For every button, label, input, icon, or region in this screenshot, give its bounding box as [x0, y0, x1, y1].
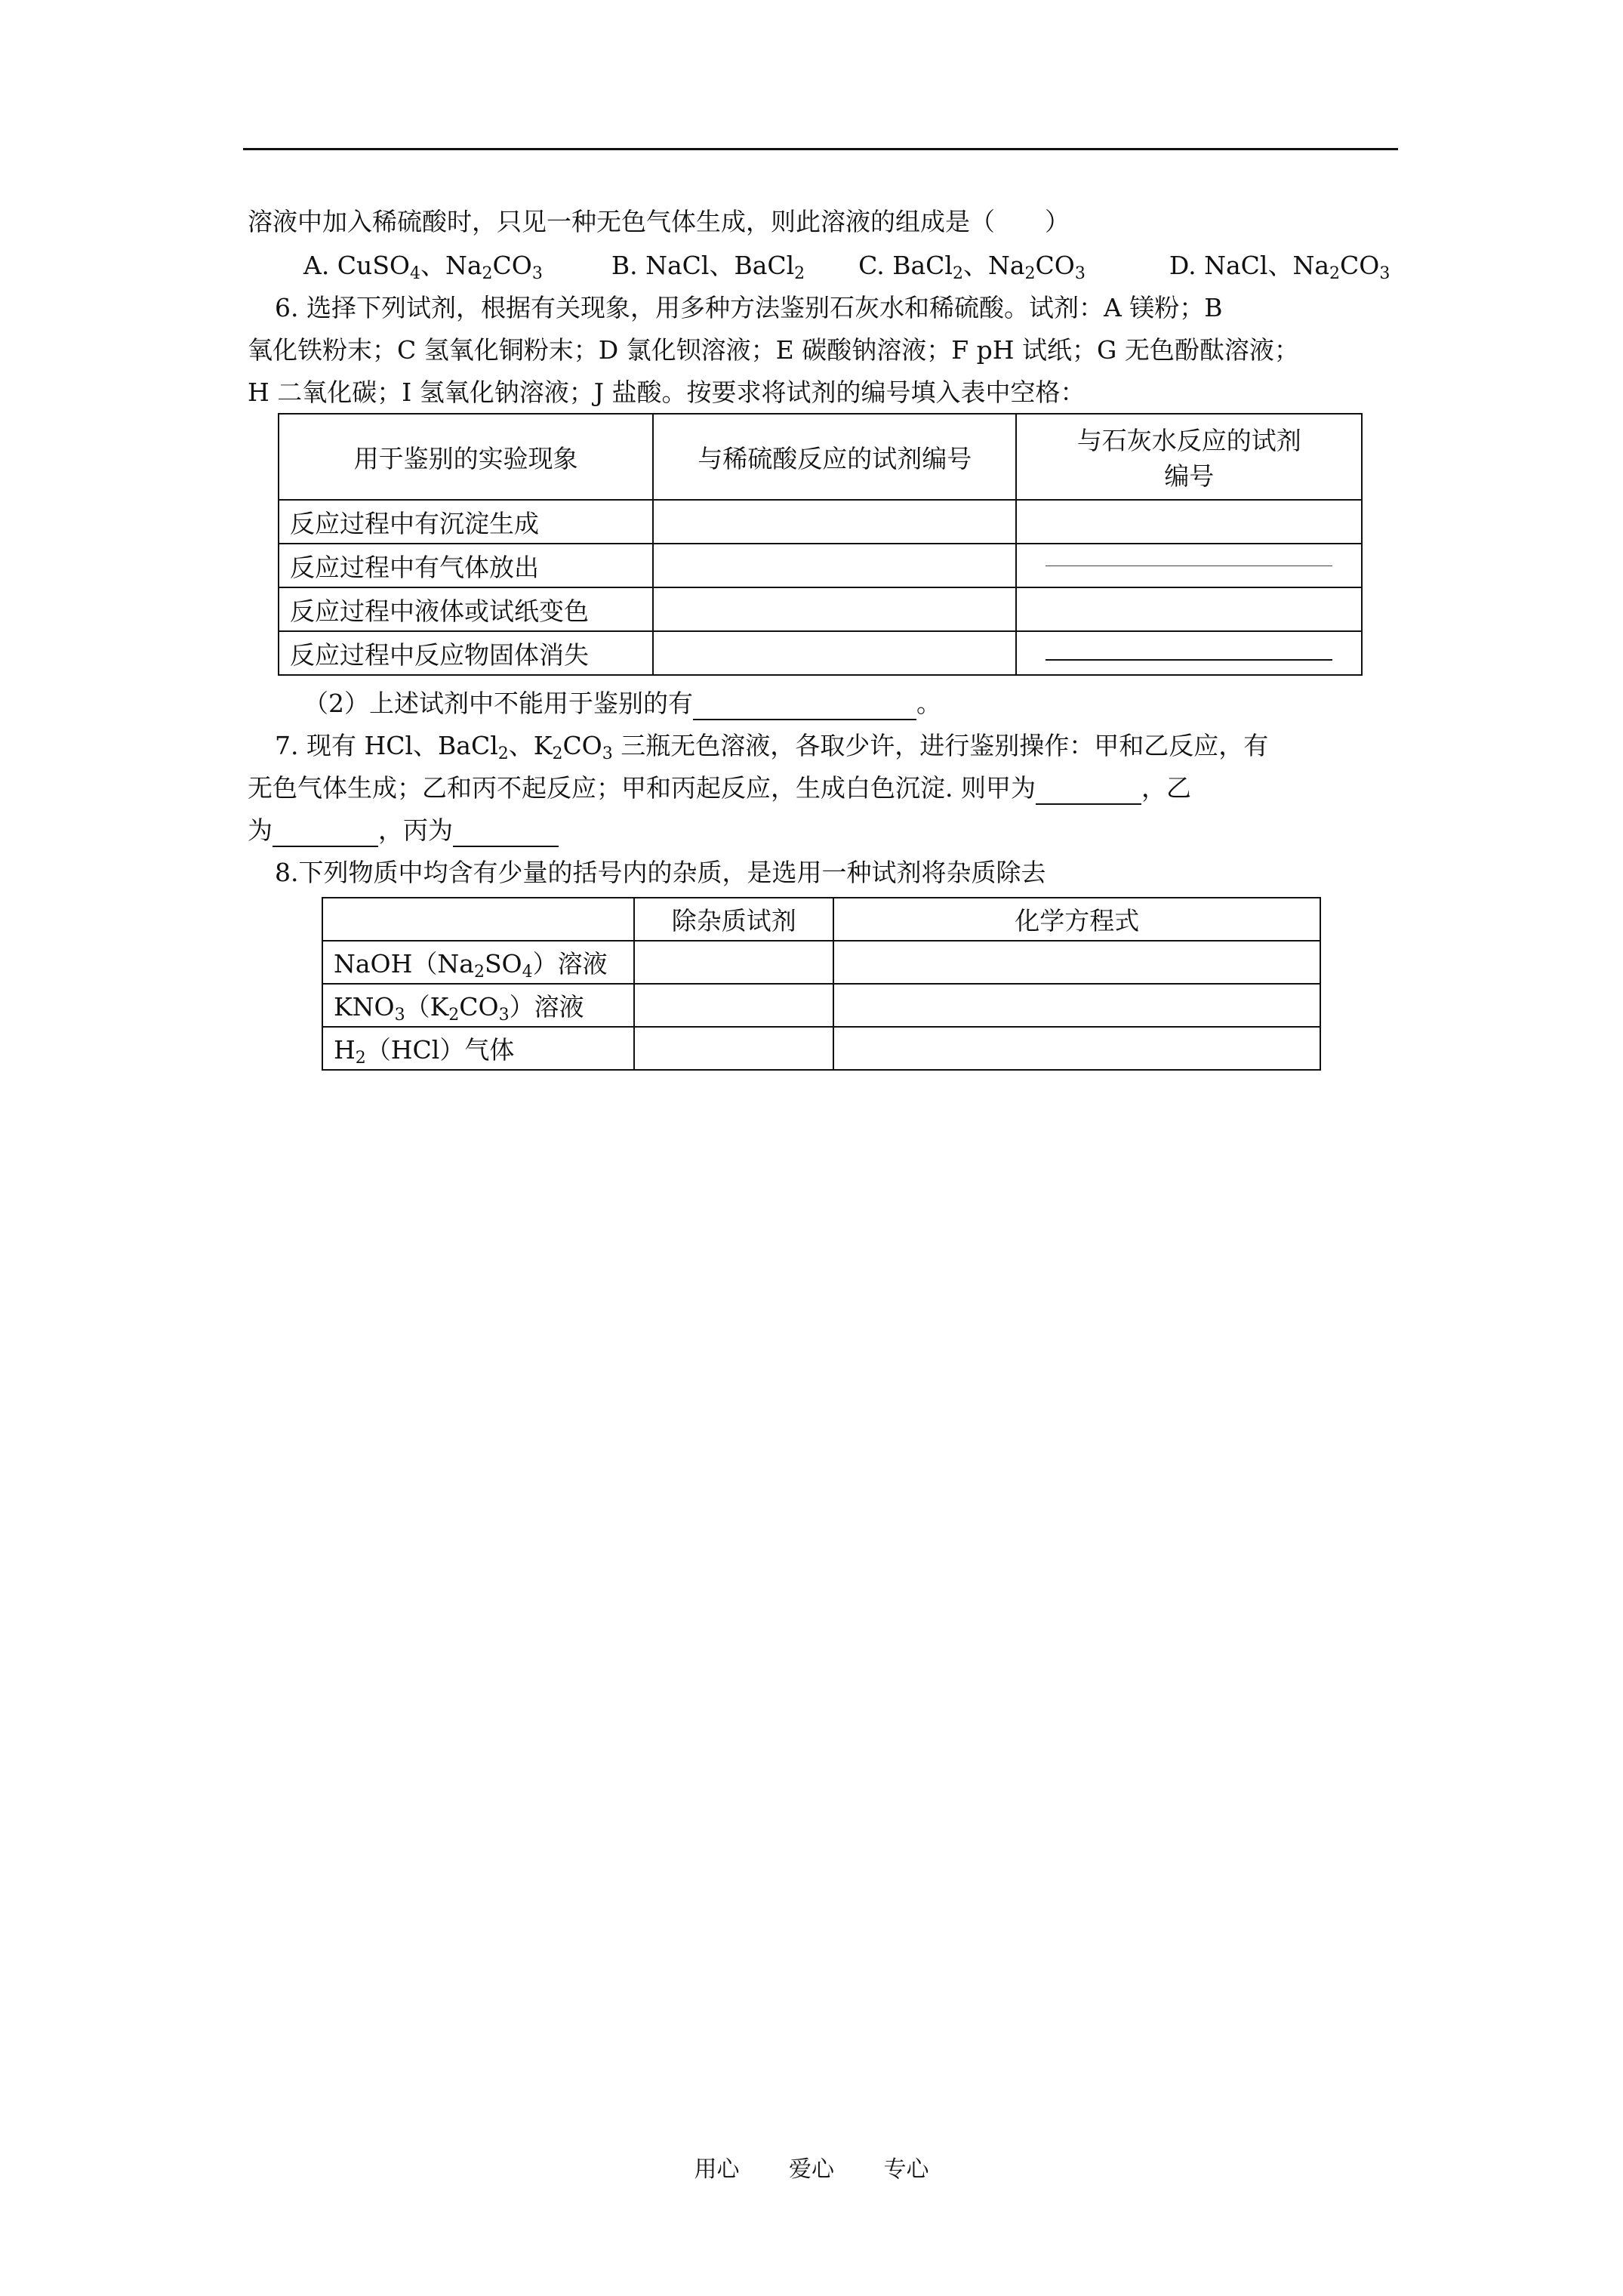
cell-blank[interactable] [653, 500, 1016, 544]
row-kno3: $KNO_3(K_2CO_3)$溶液 [322, 984, 634, 1027]
q6-line1: 6. 选择下列试剂，根据有关现象，用多种方法鉴别石灰水和稀硫酸。试剂：A 镁粉；B [275, 293, 1223, 322]
q5-stem: 溶液中加入稀硫酸时，只见一种无色气体生成，则此溶液的组成是（ ） [248, 207, 1070, 236]
q8-stem: 8.下列物质中均含有少量的括号内的杂质，是选用一种试剂将杂质除去 [275, 858, 1046, 887]
q6-table [278, 413, 1363, 676]
row-h2: $H_2(HCl)$气体 [322, 1027, 634, 1070]
cell-blank[interactable] [1016, 587, 1362, 631]
answer-blank-jia[interactable] [1036, 803, 1141, 805]
cell-blank[interactable] [833, 941, 1320, 984]
cell-dash [1016, 631, 1362, 675]
header-reagent: 除杂质试剂 [634, 898, 833, 941]
q6-line2: 氧化铁粉末；C 氢氧化铜粉末；D 氯化钡溶液；E 碳酸钠溶液；F pH 试纸；G 无色酚酞溶液； [248, 335, 1299, 365]
header-phenomenon: 用于鉴别的实验现象 [279, 414, 653, 500]
row-color-change: 反应过程中液体或试纸变色 [279, 587, 653, 631]
q7-line2: 无色气体生成；乙和丙不起反应；甲和丙起反应，生成白色沉淀. 则甲为 ，乙 [248, 772, 1191, 805]
header-substance [322, 898, 634, 941]
header-limewater: 与石灰水反应的试剂 编号 [1016, 414, 1362, 500]
q7-line1: 7. 现有 HCl、BaCl$_2$、$K_2CO_3$ 三瓶无色溶液，各取少许，进行鉴别操作：甲和乙反应，有 [275, 731, 1269, 763]
cell-blank[interactable] [653, 587, 1016, 631]
header-equation: 化学方程式 [833, 898, 1320, 941]
footer-word: 用心 [694, 2156, 740, 2183]
cell-blank[interactable] [634, 1027, 833, 1070]
answer-blank-yi[interactable] [273, 846, 378, 847]
option-c: C. BaCl$_2$、$Na_2CO_3$ [858, 251, 1086, 283]
cell-blank[interactable] [1016, 500, 1362, 544]
answer-blank[interactable] [693, 719, 916, 720]
cell-blank[interactable] [653, 544, 1016, 587]
answer-blank-bing[interactable] [453, 846, 559, 847]
q7-line3: 为 ，丙为 [248, 814, 559, 847]
q8-table [322, 897, 1321, 1071]
option-a: A. CuSO$_4$、$Na_2CO_3$ [303, 251, 543, 283]
row-solid-disappear: 反应过程中反应物固体消失 [279, 631, 653, 675]
footer-word: 专心 [883, 2156, 929, 2183]
page-footer [0, 2150, 1623, 2184]
header-sulfuric-acid: 与稀硫酸反应的试剂编号 [653, 414, 1016, 500]
cell-blank[interactable] [833, 984, 1320, 1027]
option-d: D. NaCl、$Na_2CO_3$ [1169, 251, 1390, 283]
row-precipitate: 反应过程中有沉淀生成 [279, 500, 653, 544]
row-gas: 反应过程中有气体放出 [279, 544, 653, 587]
footer-word: 爱心 [789, 2156, 834, 2183]
cell-blank[interactable] [634, 941, 833, 984]
option-b: B. NaCl、BaCl$_2$ [611, 251, 805, 283]
q6-line3: H 二氧化碳；I 氢氧化钠溶液；J 盐酸。按要求将试剂的编号填入表中空格： [248, 378, 1086, 407]
cell-blank[interactable] [833, 1027, 1320, 1070]
q6-sub2: （2）上述试剂中不能用于鉴别的有 。 [303, 687, 941, 720]
row-naoh: $NaOH(Na_2SO_4)$溶液 [322, 941, 634, 984]
header-rule [243, 148, 1398, 150]
q5-options [303, 249, 1390, 282]
cell-dash [1016, 544, 1362, 587]
cell-blank[interactable] [634, 984, 833, 1027]
cell-blank[interactable] [653, 631, 1016, 675]
